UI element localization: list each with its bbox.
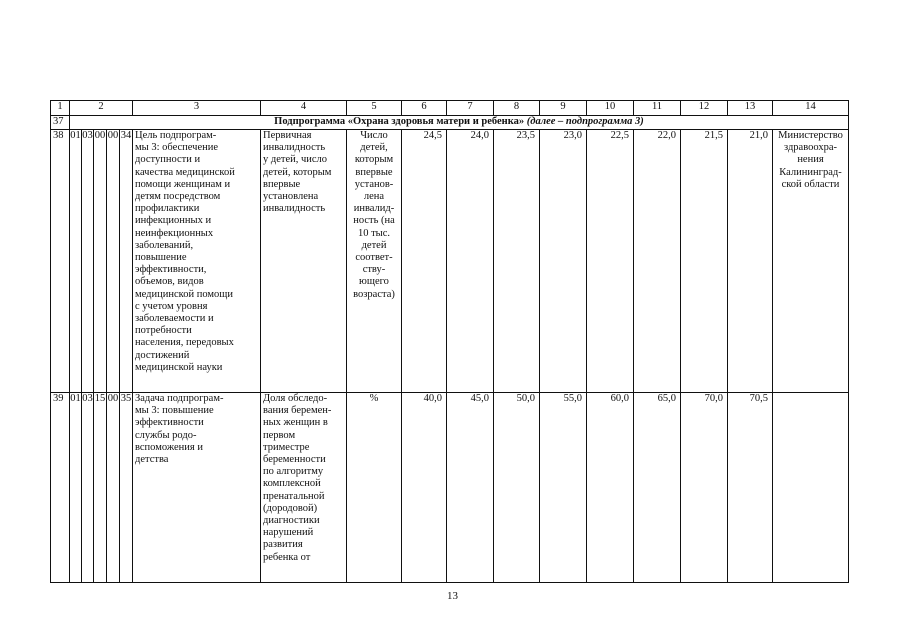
goal-cell: Задача подпрограм- мы 3: повышение эффективности службы родо- вспоможения и детства: [133, 393, 261, 583]
unit-cell: Число детей, которым впервые установ- лена инвалид- ность (на 10 тыс. детей соответ- ству- ющего возраста): [347, 130, 402, 393]
responsible-cell: [773, 393, 849, 583]
value-cell: 55,0: [540, 393, 587, 583]
table-row: [51, 393, 849, 583]
code-cell: 00: [94, 130, 107, 393]
code-cell: 35: [120, 393, 133, 583]
row-number: 38: [51, 130, 70, 393]
value-cell: 21,5: [681, 130, 728, 393]
value-cell: 60,0: [587, 393, 634, 583]
value-cell: 23,0: [540, 130, 587, 393]
header-cell: 3: [133, 101, 261, 116]
code-cell: 01: [70, 130, 82, 393]
unit-cell: %: [347, 393, 402, 583]
value-cell: 70,0: [681, 393, 728, 583]
section-row: [51, 116, 849, 130]
value-cell: 50,0: [494, 393, 540, 583]
value-cell: 70,5: [728, 393, 773, 583]
value-cell: 22,5: [587, 130, 634, 393]
header-cell: 14: [773, 101, 849, 116]
row-number: 39: [51, 393, 70, 583]
header-cell: 6: [402, 101, 447, 116]
header-cell: 11: [634, 101, 681, 116]
header-cell: 13: [728, 101, 773, 116]
indicators-table: [50, 100, 849, 583]
table-row: [51, 130, 849, 393]
section-title-note: (далее – подпрограмма 3): [524, 116, 644, 127]
value-cell: 45,0: [447, 393, 494, 583]
header-cell: 9: [540, 101, 587, 116]
header-cell: 2: [70, 101, 133, 116]
indicator-cell: Первичная инвалидность у детей, число детей, которым впервые установлена инвалидность: [261, 130, 347, 393]
header-cell: 4: [261, 101, 347, 116]
code-cell: 01: [70, 393, 82, 583]
code-cell: 34: [120, 130, 133, 393]
value-cell: 40,0: [402, 393, 447, 583]
section-row-number: 37: [51, 116, 70, 130]
value-cell: 21,0: [728, 130, 773, 393]
header-cell: 8: [494, 101, 540, 116]
code-cell: 00: [107, 130, 120, 393]
header-row: [51, 101, 849, 116]
value-cell: 24,0: [447, 130, 494, 393]
value-cell: 22,0: [634, 130, 681, 393]
section-title-main: Подпрограмма «Охрана здоровья матери и ребенка»: [274, 116, 525, 127]
header-cell: 10: [587, 101, 634, 116]
header-cell: 5: [347, 101, 402, 116]
responsible-cell: Министерство здравоохра- нения Калинингpад- ской области: [773, 130, 849, 393]
page-number: 13: [447, 590, 458, 602]
code-cell: 03: [82, 393, 94, 583]
header-cell: 1: [51, 101, 70, 116]
value-cell: 24,5: [402, 130, 447, 393]
value-cell: 65,0: [634, 393, 681, 583]
code-cell: 00: [107, 393, 120, 583]
goal-cell: Цель подпрограм- мы 3: обеспечение доступности и качества медицинской помощи женщинам и детям посредством профилактики инфекционных и неинфекционных заболеваний, повышение эффективности, объемов, видов медицинской помощи с учетом уровня заболеваемости и потребности населения, передовых достижений медицинской науки: [133, 130, 261, 393]
header-cell: 12: [681, 101, 728, 116]
code-cell: 03: [82, 130, 94, 393]
value-cell: 23,5: [494, 130, 540, 393]
section-title: [70, 116, 849, 130]
header-cell: 7: [447, 101, 494, 116]
indicator-cell: Доля обследо- вания беремен- ных женщин в первом триместре беременности по алгоритму комплексной пренатальной (дородовой) диагностики нарушений развития ребенка от: [261, 393, 347, 583]
code-cell: 15: [94, 393, 107, 583]
